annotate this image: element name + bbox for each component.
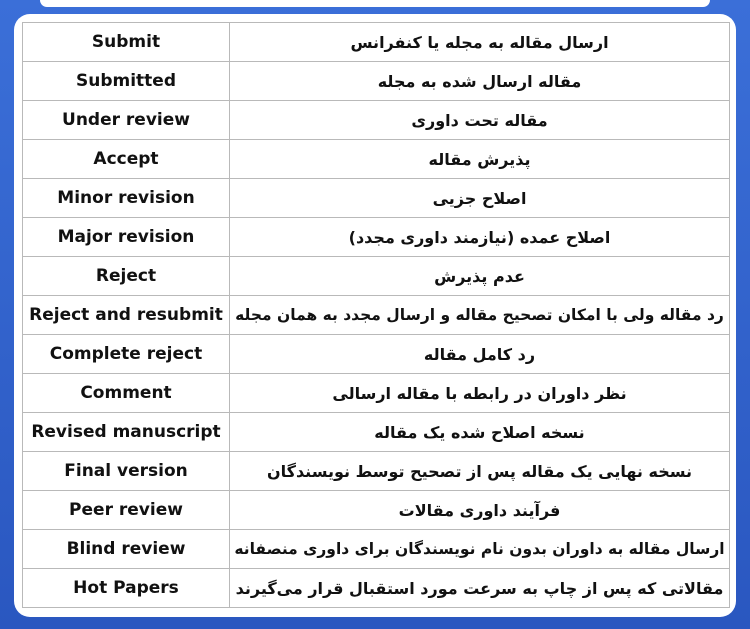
persian-definition: مقاله ارسال شده به مجله: [230, 62, 730, 101]
table-row: [23, 257, 730, 296]
table-row: [23, 452, 730, 491]
english-term: Final version: [23, 452, 230, 491]
persian-definition: نظر داوران در رابطه با مقاله ارسالی: [230, 374, 730, 413]
persian-definition: اصلاح جزیی: [230, 179, 730, 218]
table-row: [23, 179, 730, 218]
table-row: [23, 335, 730, 374]
english-term: Hot Papers: [23, 569, 230, 608]
table-row: [23, 413, 730, 452]
english-term: Comment: [23, 374, 230, 413]
table-row: [23, 491, 730, 530]
table-row: [23, 62, 730, 101]
persian-definition: مقاله تحت داوری: [230, 101, 730, 140]
top-strip: [40, 0, 710, 7]
persian-definition: عدم پذیرش: [230, 257, 730, 296]
table-row: [23, 218, 730, 257]
persian-definition: رد مقاله ولی با امکان تصحیح مقاله و ارسال مجدد به همان مجله: [230, 296, 730, 335]
english-term: Accept: [23, 140, 230, 179]
persian-definition: پذیرش مقاله: [230, 140, 730, 179]
persian-definition: نسخه اصلاح شده یک مقاله: [230, 413, 730, 452]
table-row: [23, 296, 730, 335]
persian-definition: ارسال مقاله به داوران بدون نام نویسندگان برای داوری منصفانه: [230, 530, 730, 569]
table-row: [23, 140, 730, 179]
english-term: Reject: [23, 257, 230, 296]
table-row: [23, 374, 730, 413]
glossary-body: [23, 23, 730, 608]
english-term: Submitted: [23, 62, 230, 101]
table-row: [23, 101, 730, 140]
persian-definition: فرآیند داوری مقالات: [230, 491, 730, 530]
english-term: Minor revision: [23, 179, 230, 218]
english-term: Blind review: [23, 530, 230, 569]
english-term: Major revision: [23, 218, 230, 257]
persian-definition: ارسال مقاله به مجله یا کنفرانس: [230, 23, 730, 62]
english-term: Reject and resubmit: [23, 296, 230, 335]
persian-definition: نسخه نهایی یک مقاله پس از تصحیح توسط نویسندگان: [230, 452, 730, 491]
table-row: [23, 569, 730, 608]
english-term: Peer review: [23, 491, 230, 530]
persian-definition: رد کامل مقاله: [230, 335, 730, 374]
persian-definition: اصلاح عمده (نیازمند داوری مجدد): [230, 218, 730, 257]
english-term: Revised manuscript: [23, 413, 230, 452]
glossary-table: [22, 22, 730, 608]
english-term: Under review: [23, 101, 230, 140]
table-row: [23, 530, 730, 569]
english-term: Complete reject: [23, 335, 230, 374]
persian-definition: مقالاتی که پس از چاپ به سرعت مورد استقبال قرار می‌گیرند: [230, 569, 730, 608]
english-term: Submit: [23, 23, 230, 62]
table-row: [23, 23, 730, 62]
